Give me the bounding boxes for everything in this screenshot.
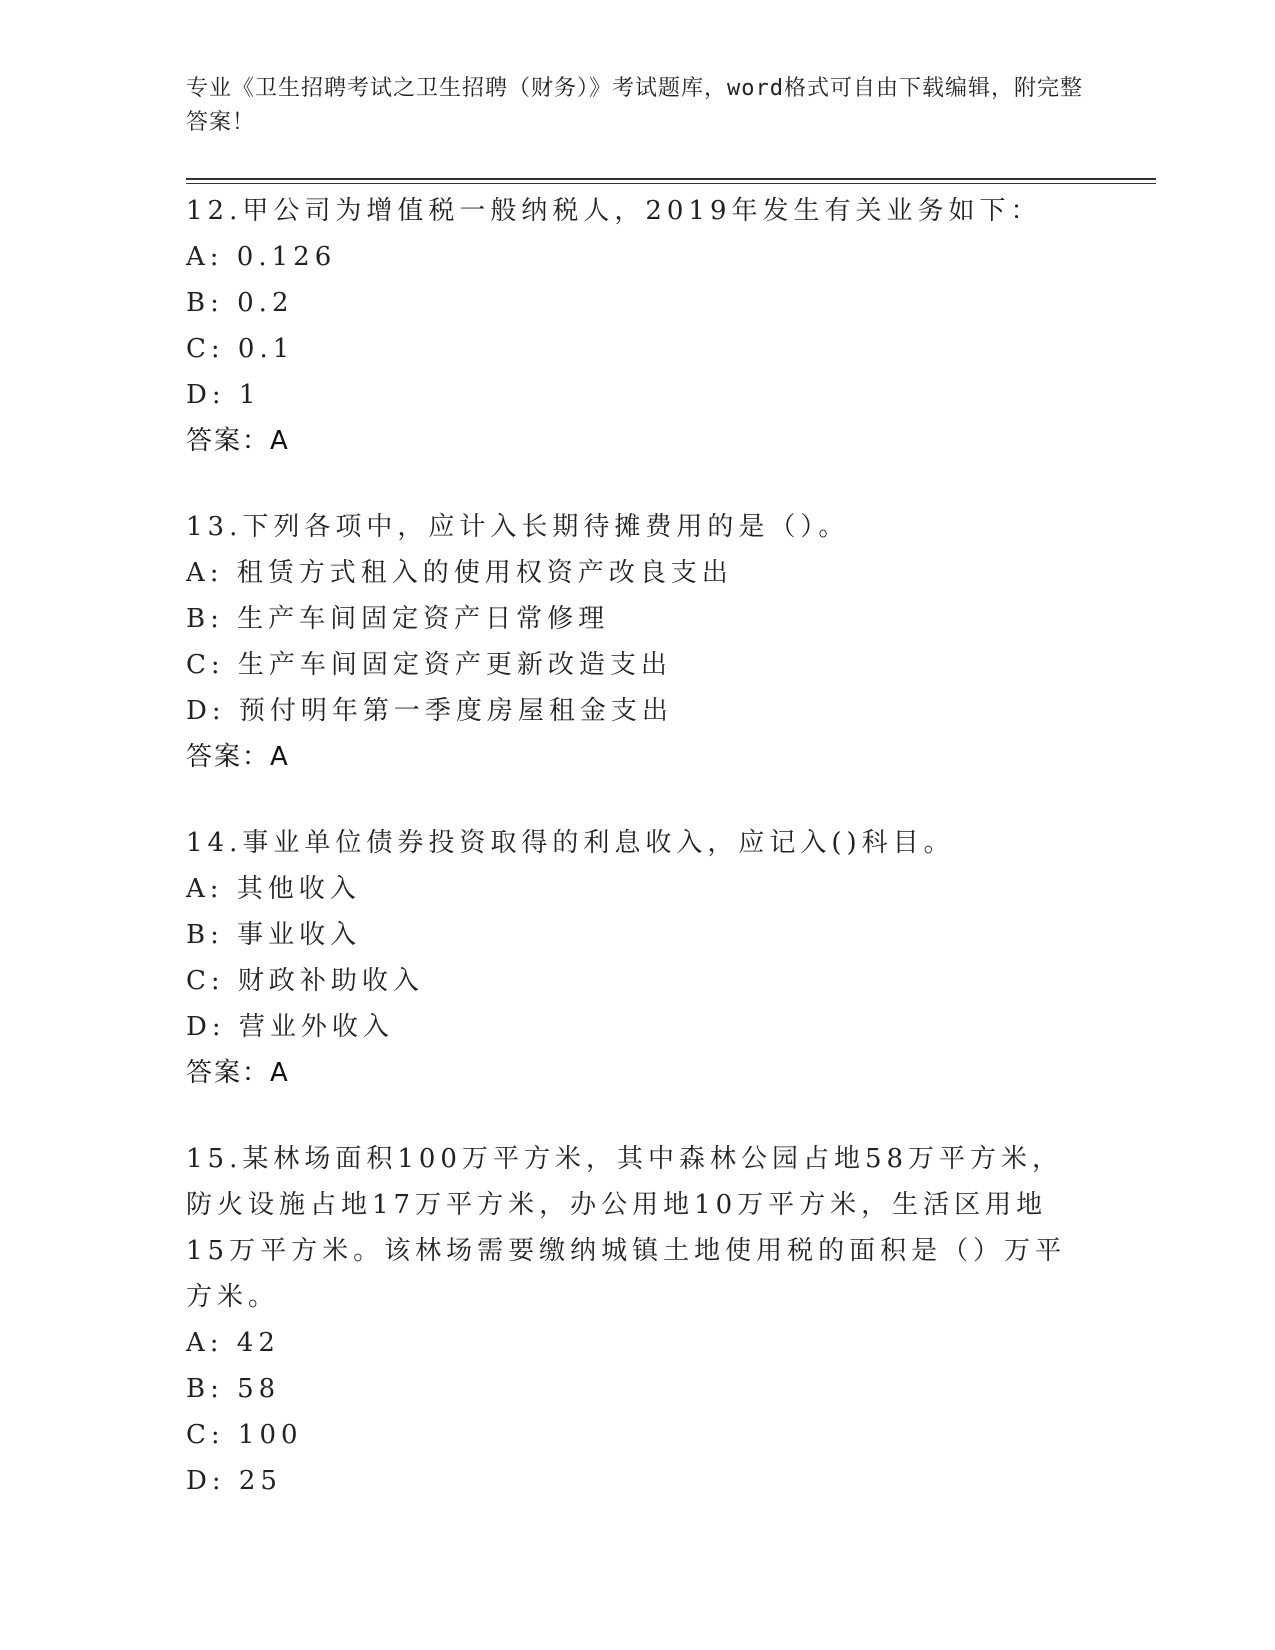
option-a: A: 租赁方式租入的使用权资产改良支出 (186, 558, 733, 588)
option-c: C: 财政补助收入 (186, 966, 424, 996)
question-15 (186, 1136, 1086, 1504)
answer-label: 答案：A (186, 1058, 290, 1088)
question-spacer (186, 464, 1086, 504)
option-d: D: 1 (186, 380, 261, 410)
question-spacer (186, 1096, 1086, 1136)
option-b: B: 0.2 (186, 288, 294, 318)
header-divider (186, 178, 1156, 180)
question-spacer (186, 780, 1086, 820)
question-stem: 12.甲公司为增值税一般纳税人，2019年发生有关业务如下： (186, 196, 1042, 226)
option-d: D: 营业外收入 (186, 1012, 394, 1042)
option-d: D: 预付明年第一季度房屋租金支出 (186, 696, 673, 726)
question-stem: 14.事业单位债券投资取得的利息收入，应记入()科目。 (186, 828, 955, 858)
option-d: D: 25 (186, 1466, 282, 1496)
question-12 (186, 188, 1086, 464)
option-a: A: 0.126 (186, 242, 337, 272)
document-header: 专业《卫生招聘考试之卫生招聘（财务）》考试题库，word格式可自由下载编辑，附完整答案！ (186, 76, 1083, 135)
option-c: C: 0.1 (186, 334, 295, 364)
option-c: C: 生产车间固定资产更新改造支出 (186, 650, 672, 680)
option-b: B: 事业收入 (186, 920, 362, 950)
question-13 (186, 504, 1086, 780)
header-divider-thin (186, 183, 1156, 184)
question-stem: 13.下列各项中，应计入长期待摊费用的是（）。 (186, 512, 850, 542)
option-c: C: 100 (186, 1420, 303, 1450)
question-14 (186, 820, 1086, 1096)
answer-label: 答案：A (186, 742, 290, 772)
option-a: A: 其他收入 (186, 874, 361, 904)
option-b: B: 生产车间固定资产日常修理 (186, 604, 610, 634)
question-list (186, 188, 1086, 1504)
answer-label: 答案：A (186, 426, 290, 456)
question-stem: 15.某林场面积100万平方米，其中森林公园占地58万平方米，防火设施占地17万平方米，办公用地10万平方米，生活区用地15万平方米。该林场需要缴纳城镇土地使用税的面积是（）万平方米。 (186, 1144, 1067, 1312)
option-a: A: 42 (186, 1328, 280, 1358)
option-b: B: 58 (186, 1374, 281, 1404)
